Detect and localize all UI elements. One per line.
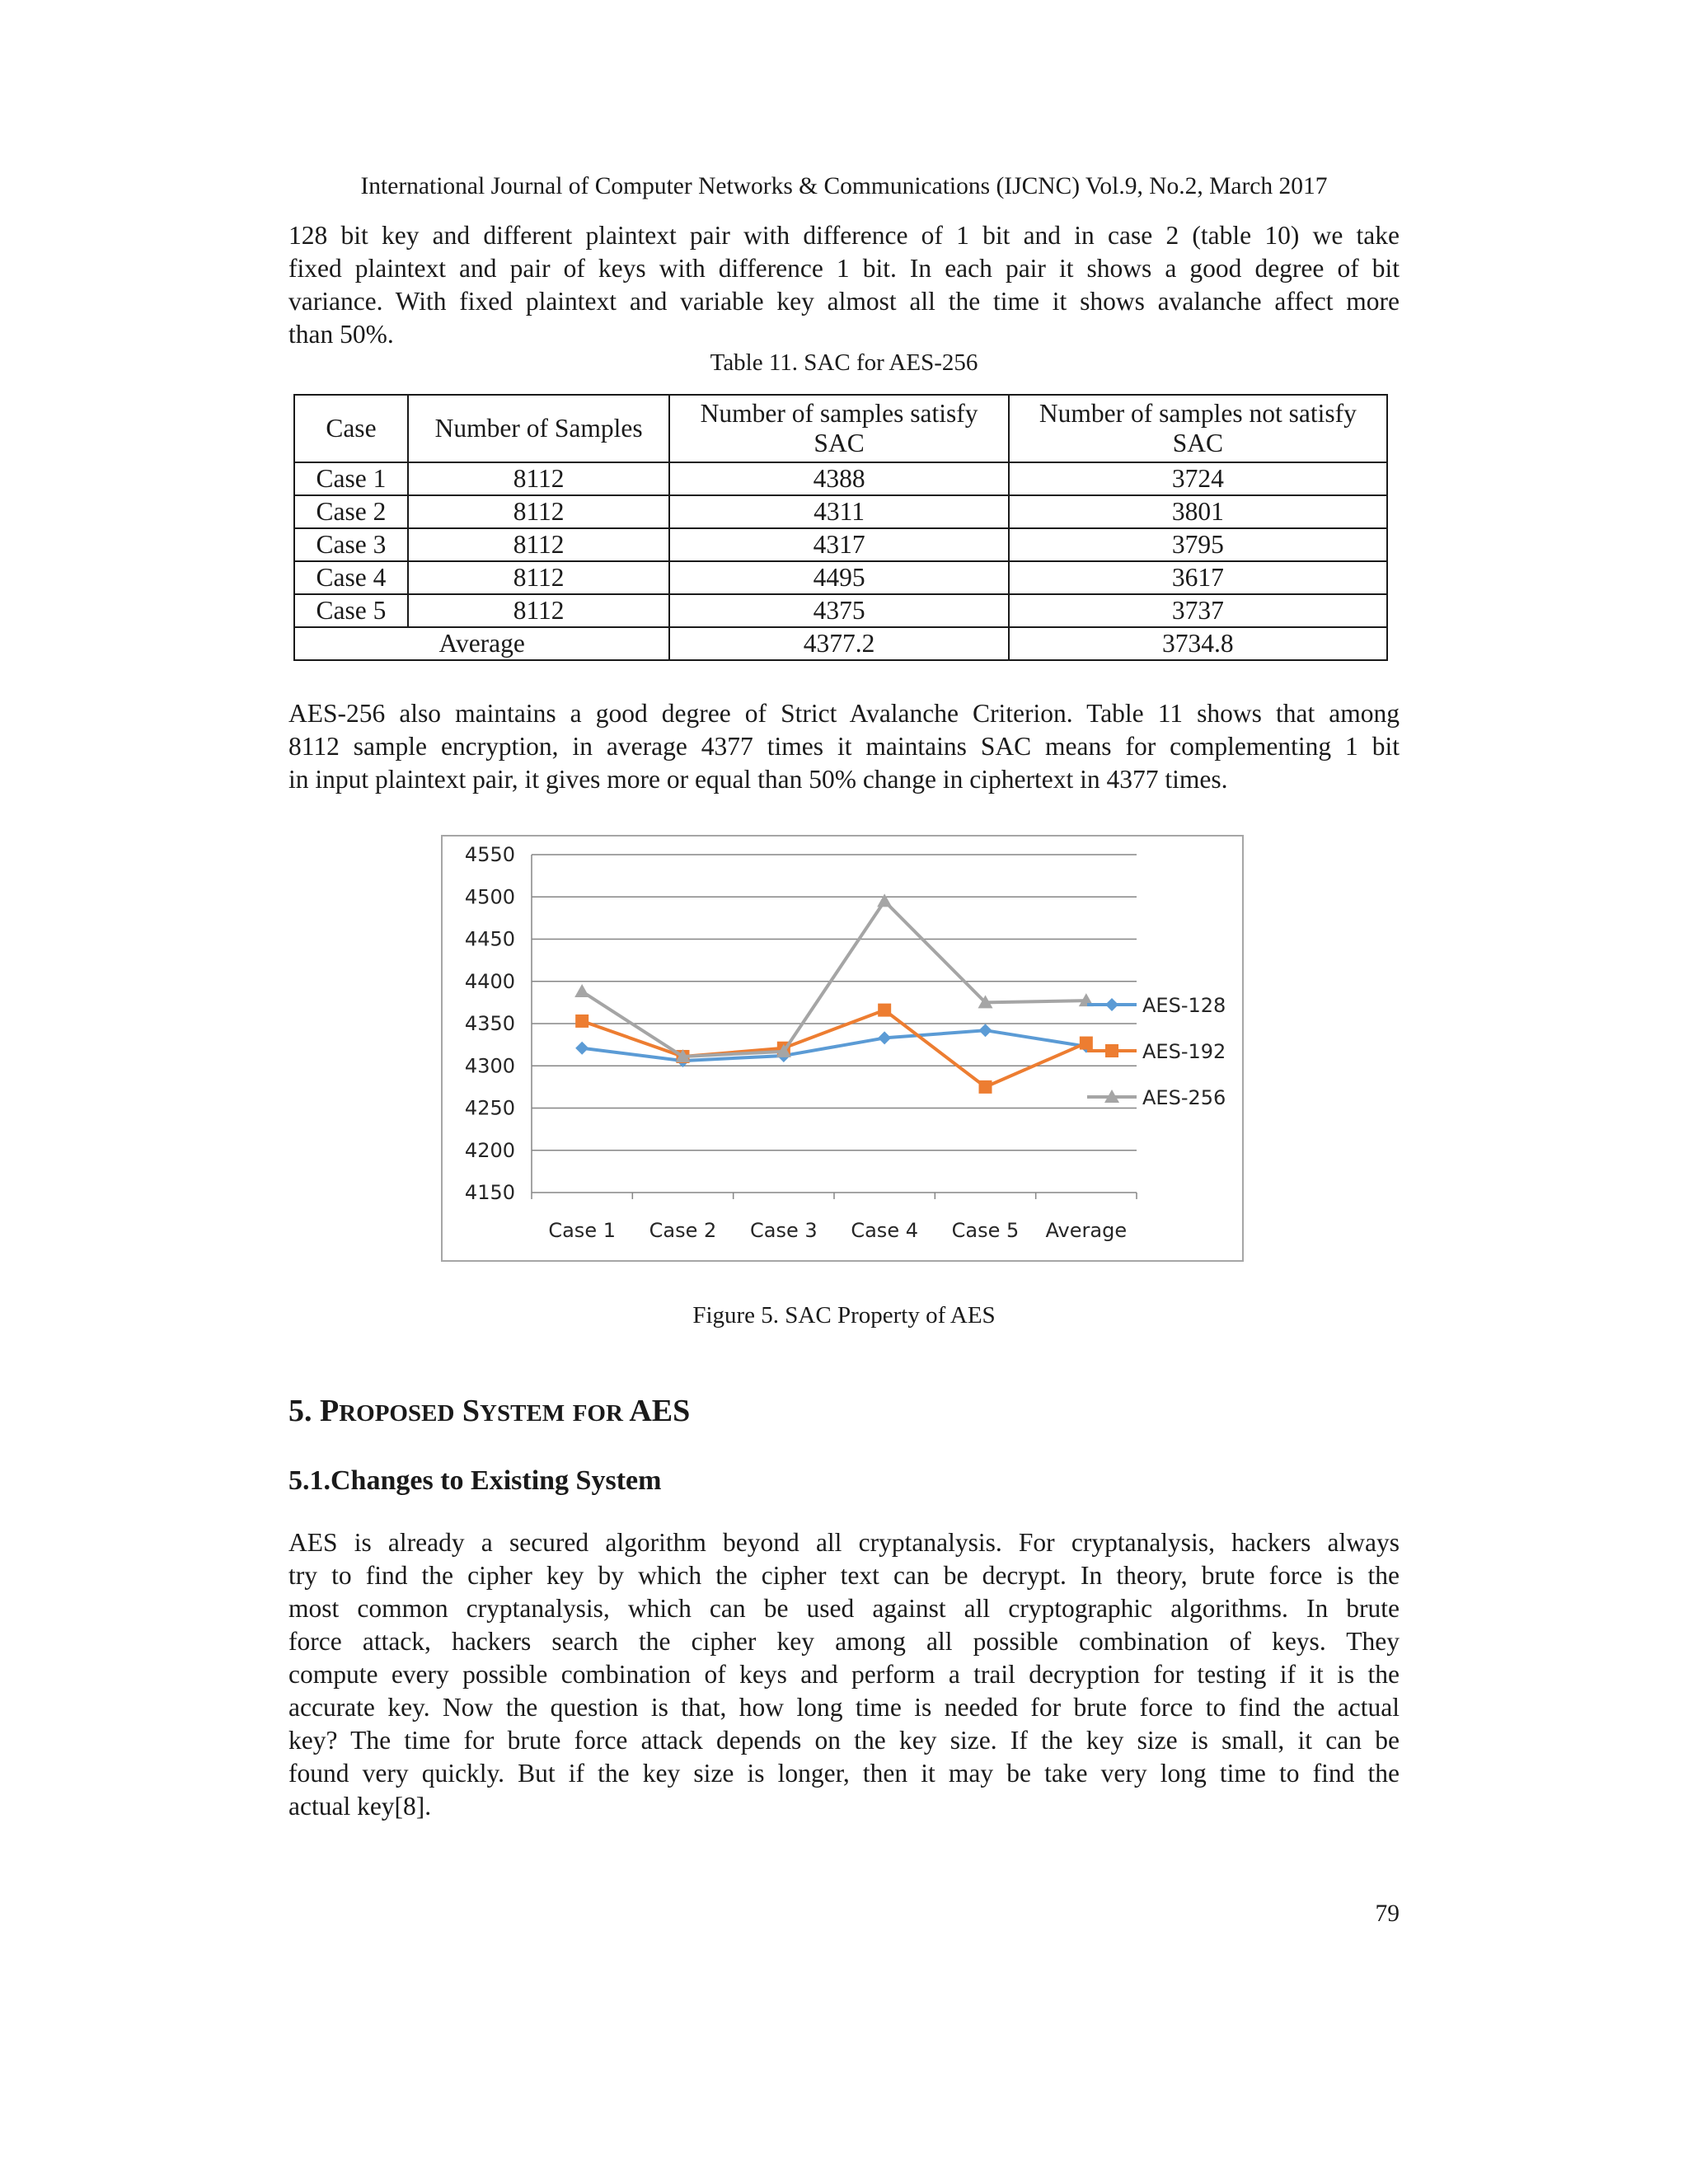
- text-line: fixed plaintext and pair of keys with difference 1 bit. In each pair it shows a good degree of bit: [288, 254, 1400, 283]
- table-header-row: [294, 395, 1387, 462]
- section-heading: [288, 1393, 690, 1429]
- x-tick-label: Case 2: [649, 1219, 717, 1242]
- y-tick-label: 4450: [464, 927, 515, 951]
- sac-paragraph: [288, 697, 1400, 796]
- text-line: force attack, hackers search the cipher key among all possible combination of keys. They: [288, 1627, 1400, 1656]
- y-tick-label: 4200: [464, 1138, 515, 1162]
- data-point: [979, 1024, 992, 1037]
- subsection-heading: 5.1.Changes to Existing System: [288, 1465, 662, 1496]
- chart-canvas: [443, 837, 1245, 1263]
- page-number: 79: [1375, 1900, 1400, 1927]
- legend-label: AES-128: [1142, 994, 1226, 1017]
- journal-header: International Journal of Computer Networks & Communications (IJCNC) Vol.9, No.2, March 2017: [360, 173, 1328, 199]
- y-tick-label: 4550: [464, 843, 515, 866]
- text-line: found very quickly. But if the key size is longer, then it may be take very long time to find the: [288, 1759, 1400, 1788]
- section-title-part: FOR: [572, 1400, 623, 1427]
- table-cell: 3737: [1009, 594, 1387, 627]
- table-cell: Case 2: [294, 495, 408, 528]
- x-tick-label: Case 1: [548, 1219, 616, 1242]
- table-cell: 8112: [408, 528, 670, 561]
- sac-table: [293, 394, 1388, 661]
- text-line: try to find the cipher key by which the cipher text can be decrypt. In theory, brute force is the: [288, 1561, 1400, 1590]
- data-point: [575, 1042, 588, 1055]
- section-title-part: P: [320, 1394, 340, 1428]
- text-line: 8112 sample encryption, in average 4377 times it maintains SAC means for complementing 1 bit: [288, 732, 1400, 761]
- data-point: [878, 1031, 891, 1044]
- data-point: [877, 893, 892, 907]
- data-point: [979, 1080, 992, 1094]
- section-number: 5.: [288, 1394, 312, 1428]
- section-title: [320, 1394, 690, 1428]
- y-tick-label: 4250: [464, 1096, 515, 1120]
- figure-caption: Figure 5. SAC Property of AES: [692, 1302, 996, 1329]
- data-point: [878, 1004, 891, 1017]
- legend-label: AES-192: [1142, 1040, 1226, 1063]
- section-title-part: [565, 1394, 573, 1428]
- data-point: [575, 1015, 588, 1028]
- table-cell: 4317: [669, 528, 1008, 561]
- table-cell: Case 5: [294, 594, 408, 627]
- y-tick-label: 4150: [464, 1181, 515, 1204]
- table-cell: 8112: [408, 561, 670, 594]
- table-cell: 4388: [669, 462, 1008, 495]
- x-tick-label: Case 5: [951, 1219, 1020, 1242]
- intro-paragraph: [288, 219, 1400, 351]
- table-row: [294, 528, 1387, 561]
- table-cell: Case 1: [294, 462, 408, 495]
- table-cell: 8112: [408, 495, 670, 528]
- y-tick-label: 4400: [464, 969, 515, 993]
- y-tick-label: 4500: [464, 885, 515, 909]
- table-header-cell: Number of samples not satisfy SAC: [1009, 395, 1387, 462]
- x-tick-label: Case 3: [750, 1219, 818, 1242]
- text-line: than 50%.: [288, 320, 394, 349]
- section-title-part: [454, 1394, 462, 1428]
- section-title-part: AES: [629, 1394, 691, 1428]
- table-cell: 4311: [669, 495, 1008, 528]
- y-tick-label: 4350: [464, 1012, 515, 1035]
- legend-marker: [1105, 998, 1118, 1011]
- section-title-part: YSTEM: [480, 1400, 565, 1427]
- table-cell: 3617: [1009, 561, 1387, 594]
- legend-marker: [1105, 1044, 1118, 1057]
- table-cell: 3734.8: [1009, 627, 1387, 660]
- text-line: AES is already a secured algorithm beyond all cryptanalysis. For cryptanalysis, hackers always: [288, 1528, 1400, 1557]
- section-title-part: S: [462, 1394, 481, 1428]
- text-line: accurate key. Now the question is that, how long time is needed for brute force to find the actual: [288, 1693, 1400, 1722]
- table-cell: 3724: [1009, 462, 1387, 495]
- table-row: [294, 561, 1387, 594]
- table-row: [294, 594, 1387, 627]
- text-line: in input plaintext pair, it gives more or equal than 50% change in ciphertext in 4377 times.: [288, 765, 1228, 794]
- table-average-row: [294, 627, 1387, 660]
- table-row: [294, 462, 1387, 495]
- sac-line-chart: [441, 835, 1244, 1262]
- table-cell: 4375: [669, 594, 1008, 627]
- table-header-cell: Case: [294, 395, 408, 462]
- table-cell: Case 4: [294, 561, 408, 594]
- changes-paragraph: [288, 1526, 1400, 1823]
- y-tick-label: 4300: [464, 1054, 515, 1078]
- text-line: 128 bit key and different plaintext pair with difference of 1 bit and in case 2 (table 10) we take: [288, 221, 1400, 250]
- series-line-aes-192: [582, 1010, 1086, 1087]
- x-tick-label: Case 4: [851, 1219, 918, 1242]
- text-line: compute every possible combination of keys and perform a trail decryption for testing if it is the: [288, 1660, 1400, 1689]
- legend-label: AES-256: [1142, 1086, 1226, 1109]
- table-header-cell: Number of samples satisfy SAC: [669, 395, 1008, 462]
- table-cell: 8112: [408, 462, 670, 495]
- table-cell: Average: [294, 627, 669, 660]
- x-tick-label: Average: [1045, 1219, 1128, 1242]
- section-title-part: ROPOSED: [339, 1400, 455, 1427]
- table-cell: 3795: [1009, 528, 1387, 561]
- table-header-cell: Number of Samples: [408, 395, 670, 462]
- text-line: most common cryptanalysis, which can be used against all cryptographic algorithms. In brute: [288, 1594, 1400, 1623]
- table-cell: 4377.2: [669, 627, 1008, 660]
- table-cell: 4495: [669, 561, 1008, 594]
- data-point: [1080, 1037, 1093, 1050]
- table-cell: Case 3: [294, 528, 408, 561]
- table-row: [294, 495, 1387, 528]
- text-line: variance. With fixed plaintext and variable key almost all the time it shows avalanche affect more: [288, 287, 1400, 316]
- text-line: key? The time for brute force attack depends on the key size. If the key size is small, it can be: [288, 1726, 1400, 1755]
- table-cell: 3801: [1009, 495, 1387, 528]
- text-line: actual key[8].: [288, 1792, 432, 1821]
- table-caption: Table 11. SAC for AES-256: [710, 349, 978, 376]
- data-point: [574, 984, 589, 997]
- text-line: AES-256 also maintains a good degree of Strict Avalanche Criterion. Table 11 shows that among: [288, 699, 1400, 728]
- series-line-aes-128: [582, 1030, 1086, 1061]
- table-cell: 8112: [408, 594, 670, 627]
